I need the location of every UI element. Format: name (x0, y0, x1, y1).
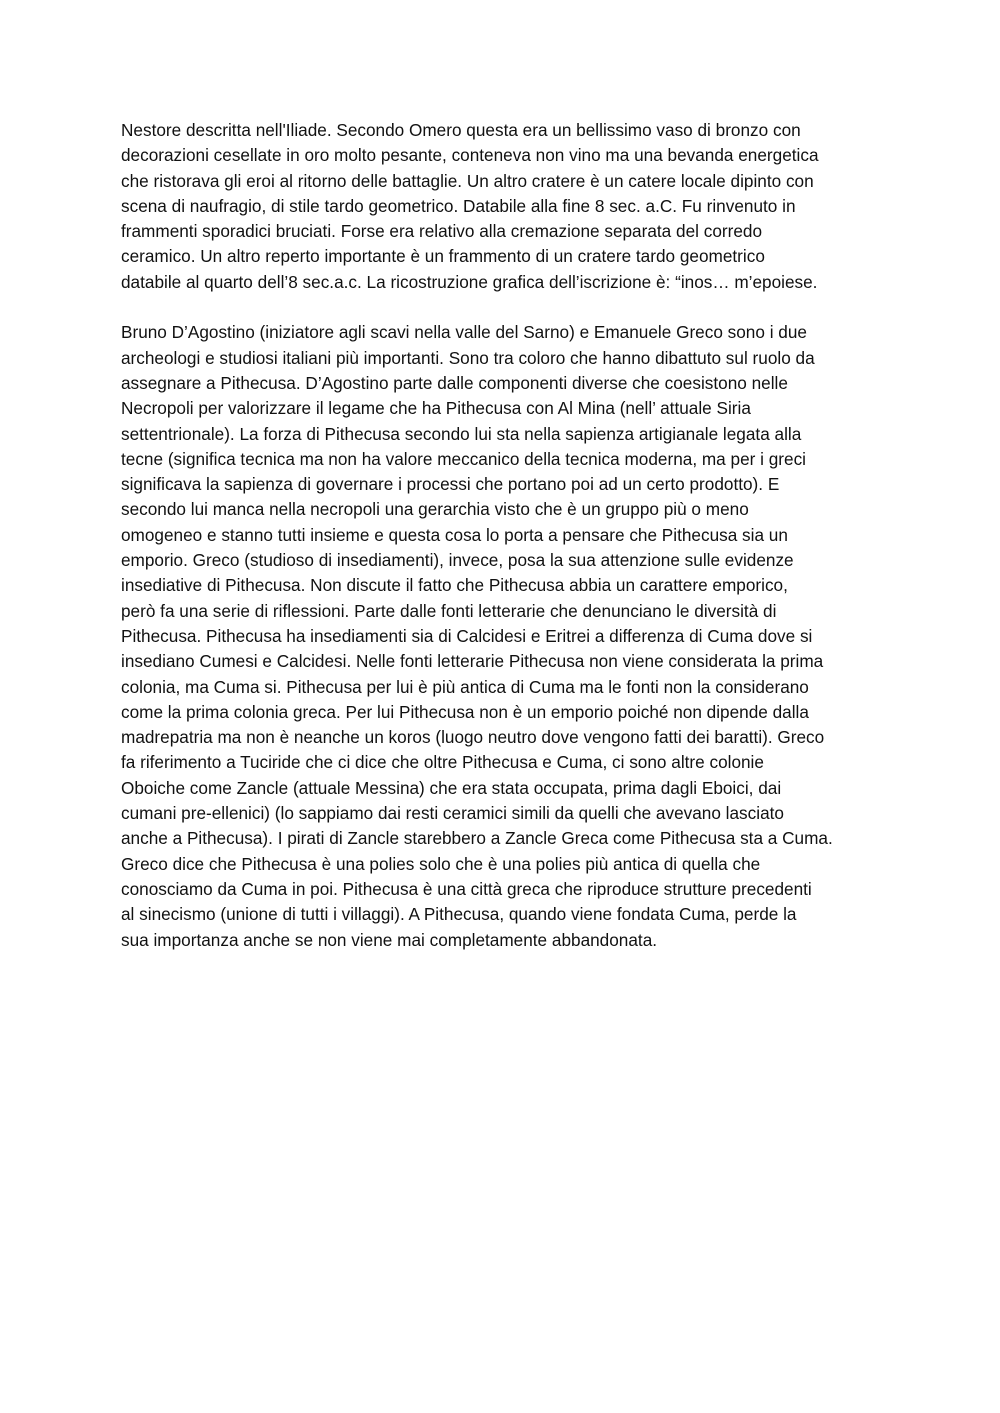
text-line: cumani pre-ellenici) (lo sappiamo dai resti ceramici simili da quelli che avevano lasciato (121, 803, 784, 824)
text-line: al sinecismo (unione di tutti i villaggi). A Pithecusa, quando viene fondata Cuma, perde la (121, 904, 797, 925)
document-body (121, 118, 891, 953)
text-line: archeologi e studiosi italiani più importanti. Sono tra coloro che hanno dibattuto sul ruolo da (121, 347, 815, 368)
text-line: assegnare a Pithecusa. D’Agostino parte dalle componenti diverse che coesistono nelle (121, 372, 788, 393)
text-line: emporio. Greco (studioso di insediamenti), invece, posa la sua attenzione sulle evidenze (121, 550, 794, 571)
text-line: tecne (significa tecnica ma non ha valore meccanico della tecnica moderna, ma per i greci (121, 448, 806, 469)
text-line: Oboiche come Zancle (attuale Messina) che era stata occupata, prima dagli Eboici, dai (121, 777, 782, 798)
text-line: che ristorava gli eroi al ritorno delle battaglie. Un altro cratere è un catere locale dipinto con (121, 170, 814, 191)
text-line: colonia, ma Cuma si. Pithecusa per lui è più antica di Cuma ma le fonti non la considerano (121, 676, 809, 697)
text-line: anche a Pithecusa). I pirati di Zancle starebbero a Zancle Greca come Pithecusa sta a Cuma. (121, 828, 833, 849)
text-line: scena di naufragio, di stile tardo geometrico. Databile alla fine 8 sec. a.C. Fu rinvenuto in (121, 195, 796, 216)
text-line: però fa una serie di riflessioni. Parte dalle fonti letterarie che denunciano le diversità di (121, 600, 777, 621)
text-line: Pithecusa. Pithecusa ha insediamenti sia di Calcidesi e Eritrei a differenza di Cuma dove si (121, 625, 813, 646)
text-line: Greco dice che Pithecusa è una polies solo che è una polies più antica di quella che (121, 853, 761, 874)
text-line: settentrionale). La forza di Pithecusa secondo lui sta nella sapienza artigianale legata alla (121, 423, 802, 444)
text-line: Nestore descritta nell'Iliade. Secondo Omero questa era un bellissimo vaso di bronzo con (121, 120, 801, 140)
text-line: databile al quarto dell’8 sec.a.c. La ricostruzione grafica dell’iscrizione è: “inos… m’epoiese. (121, 271, 818, 292)
text-line: fa riferimento a Tuciride che ci dice che oltre Pithecusa e Cuma, ci sono altre colonie (121, 752, 764, 773)
text-line: decorazioni cesellate in oro molto pesante, conteneva non vino ma una bevanda energetica (121, 145, 819, 166)
text-line: omogeneo e stanno tutti insieme e questa cosa lo porta a pensare che Pithecusa sia un (121, 524, 788, 545)
text-line: insediano Cumesi e Calcidesi. Nelle fonti letterarie Pithecusa non viene considerata la prima (121, 651, 824, 672)
text-line: sua importanza anche se non viene mai completamente abbandonata. (121, 929, 658, 950)
text-line: come la prima colonia greca. Per lui Pithecusa non è un emporio poiché non dipende dalla (121, 701, 809, 722)
text-line: significava la sapienza di governare i processi che portano poi ad un certo prodotto). E (121, 474, 780, 495)
text-line: Necropoli per valorizzare il legame che ha Pithecusa con Al Mina (nell’ attuale Siria (121, 398, 751, 419)
text-line: ceramico. Un altro reperto importante è un frammento di un cratere tardo geometrico (121, 246, 765, 267)
text-line: secondo lui manca nella necropoli una gerarchia visto che è un gruppo più o meno (121, 499, 749, 520)
paragraph-1 (121, 118, 891, 295)
text-line: madrepatria ma non è neanche un koros (luogo neutro dove vengono fatti dei baratti). Greco (121, 727, 825, 748)
text-line: conosciamo da Cuma in poi. Pithecusa è una città greca che riproduce strutture precedenti (121, 878, 812, 899)
text-line: insediative di Pithecusa. Non discute il fatto che Pithecusa abbia un carattere emporico, (121, 575, 788, 596)
text-line: frammenti sporadici bruciati. Forse era relativo alla cremazione separata del corredo (121, 221, 762, 242)
paragraph-2 (121, 320, 891, 952)
text-line: Bruno D’Agostino (iniziatore agli scavi nella valle del Sarno) e Emanuele Greco sono i due (121, 322, 807, 343)
